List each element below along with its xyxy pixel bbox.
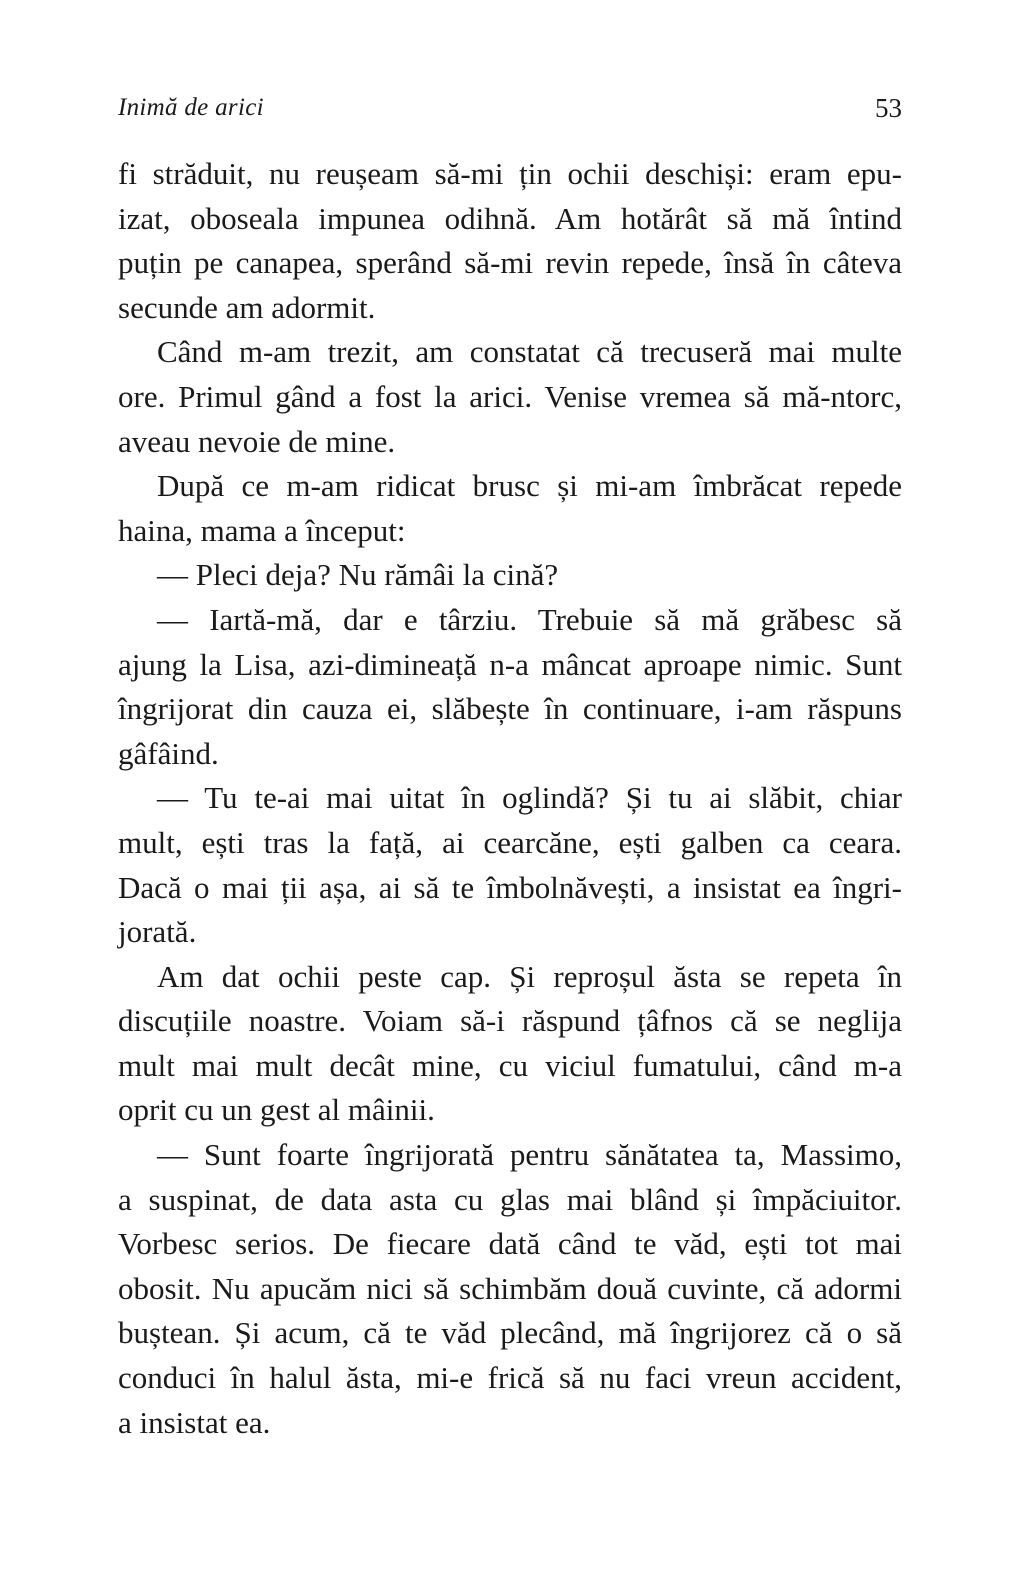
text-line: — Tu te-ai mai uitat în oglindă? Și tu ai slăbit, chiar <box>157 780 902 816</box>
text-line: ajung la Lisa, azi-dimineață n-a mâncat aproape nimic. Sunt <box>118 646 902 682</box>
text-line: îngrijorat din cauza ei, slăbește în continuare, i-am răspuns <box>118 691 902 727</box>
text-line: mult mai mult decât mine, cu viciul fumatului, când m-a <box>118 1047 902 1083</box>
text-line: După ce m-am ridicat brusc și mi-am îmbrăcat repede <box>157 468 902 504</box>
text-line: puțin pe canapea, sperând să-mi revin repede, însă în câteva <box>118 245 902 281</box>
text-line: gâfâind. <box>118 735 219 771</box>
text-line: Am dat ochii peste cap. Și reproșul ăsta se repeta în <box>157 958 902 994</box>
text-line: Dacă o mai ții așa, ai să te îmbolnăvești, a insistat ea îngri- <box>118 869 902 905</box>
text-line: — Pleci deja? Nu rămâi la cină? <box>157 557 559 593</box>
text-line: jorată. <box>118 914 197 950</box>
text-line: ore. Primul gând a fost la arici. Venise vremea să mă-ntorc, <box>118 378 902 414</box>
text-line: — Sunt foarte îngrijorată pentru sănătatea ta, Massimo, <box>157 1137 902 1173</box>
text-line: obosit. Nu apucăm nici să schimbăm două cuvinte, că adormi <box>118 1270 902 1306</box>
text-line: a insistat ea. <box>118 1404 271 1440</box>
running-head-title: Inimă de arici <box>118 94 264 121</box>
text-line: haina, mama a început: <box>118 512 406 548</box>
text-line: conduci în halul ăsta, mi-e frică să nu faci vreun accident, <box>118 1360 902 1396</box>
text-line: a suspinat, de data asta cu glas mai blând și împăciuitor. <box>118 1181 902 1217</box>
text-line: secunde am adormit. <box>118 289 376 325</box>
text-line: fi străduit, nu reușeam să-mi țin ochii deschiși: eram epu- <box>118 156 902 191</box>
text-line: — Iartă-mă, dar e târziu. Trebuie să mă grăbesc să <box>157 601 902 637</box>
body-text <box>118 152 902 1445</box>
text-line: buștean. Și acum, că te văd plecând, mă îngrijorez că o să <box>118 1315 902 1351</box>
page-number: 53 <box>875 93 902 123</box>
text-line: oprit cu un gest al mâinii. <box>118 1092 435 1128</box>
text-line: izat, oboseala impunea odihnă. Am hotărât să mă întind <box>118 200 902 236</box>
text-line: Vorbesc serios. De fiecare dată când te văd, ești tot mai <box>118 1226 902 1262</box>
text-line: aveau nevoie de mine. <box>118 423 396 459</box>
text-line: mult, ești tras la față, ai cearcăne, ești galben ca ceara. <box>118 824 902 860</box>
text-line: discuțiile noastre. Voiam să-i răspund țâfnos că se neglija <box>118 1003 902 1039</box>
text-line: Când m-am trezit, am constatat că trecuseră mai multe <box>157 334 902 370</box>
